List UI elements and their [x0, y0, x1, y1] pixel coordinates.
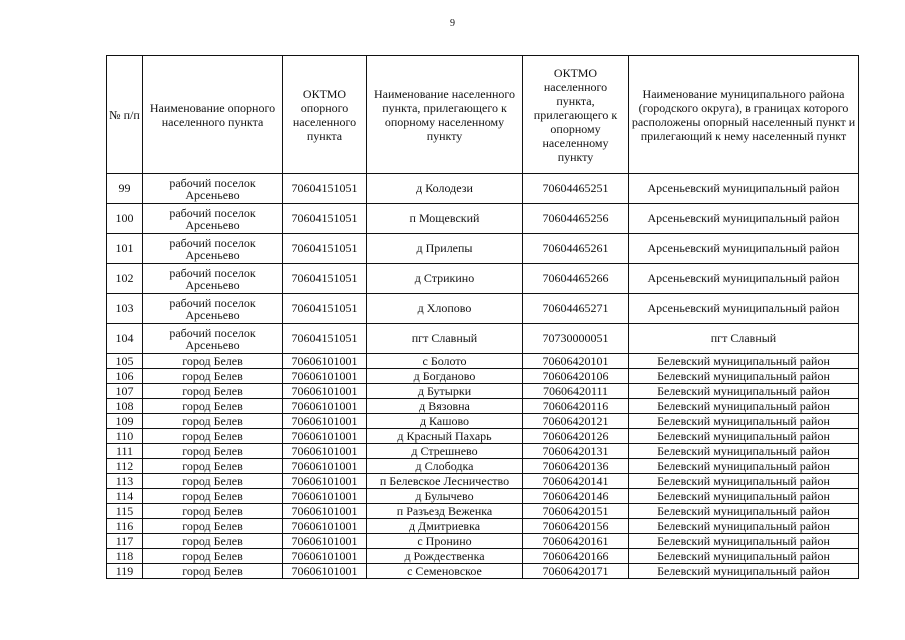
cell-municipal-district: Арсеньевский муниципальный район — [629, 234, 859, 264]
table-row — [107, 324, 859, 354]
cell-adjacent-oktmo: 70604465251 — [523, 174, 629, 204]
cell-municipal-district: Белевский муниципальный район — [629, 444, 859, 459]
cell-adjacent-settlement: с Семеновское — [367, 564, 523, 579]
cell-adjacent-oktmo: 70606420156 — [523, 519, 629, 534]
cell-adjacent-settlement: д Хлопово — [367, 294, 523, 324]
cell-municipal-district: Белевский муниципальный район — [629, 414, 859, 429]
cell-core-settlement: город Белев — [143, 444, 283, 459]
cell-core-oktmo: 70606101001 — [283, 564, 367, 579]
cell-municipal-district: пгт Славный — [629, 324, 859, 354]
cell-core-oktmo: 70606101001 — [283, 414, 367, 429]
table-row — [107, 444, 859, 459]
cell-adjacent-settlement: д Рождественка — [367, 549, 523, 564]
cell-core-settlement: город Белев — [143, 564, 283, 579]
cell-core-settlement: город Белев — [143, 429, 283, 444]
cell-adjacent-settlement: д Стрикино — [367, 264, 523, 294]
table-body — [107, 174, 859, 579]
cell-adjacent-settlement: с Пронино — [367, 534, 523, 549]
cell-core-settlement: город Белев — [143, 474, 283, 489]
table-row — [107, 264, 859, 294]
cell-municipal-district: Белевский муниципальный район — [629, 474, 859, 489]
cell-number: 100 — [107, 204, 143, 234]
cell-core-oktmo: 70606101001 — [283, 369, 367, 384]
cell-number: 108 — [107, 399, 143, 414]
cell-adjacent-settlement: п Разъезд Веженка — [367, 504, 523, 519]
page-number: 9 — [450, 18, 455, 29]
cell-core-settlement: город Белев — [143, 504, 283, 519]
cell-municipal-district: Белевский муниципальный район — [629, 459, 859, 474]
cell-adjacent-oktmo: 70606420161 — [523, 534, 629, 549]
cell-core-oktmo: 70606101001 — [283, 549, 367, 564]
cell-adjacent-settlement: д Слободка — [367, 459, 523, 474]
cell-municipal-district: Белевский муниципальный район — [629, 354, 859, 369]
table-row — [107, 549, 859, 564]
cell-core-oktmo: 70606101001 — [283, 474, 367, 489]
settlements-table — [106, 55, 859, 579]
cell-municipal-district: Белевский муниципальный район — [629, 384, 859, 399]
cell-adjacent-settlement: пгт Славный — [367, 324, 523, 354]
cell-core-oktmo: 70604151051 — [283, 324, 367, 354]
cell-number: 115 — [107, 504, 143, 519]
cell-number: 109 — [107, 414, 143, 429]
cell-core-oktmo: 70604151051 — [283, 204, 367, 234]
cell-municipal-district: Белевский муниципальный район — [629, 504, 859, 519]
cell-adjacent-oktmo: 70604465271 — [523, 294, 629, 324]
table-row — [107, 459, 859, 474]
cell-adjacent-oktmo: 70606420116 — [523, 399, 629, 414]
cell-number: 107 — [107, 384, 143, 399]
cell-number: 118 — [107, 549, 143, 564]
cell-adjacent-oktmo: 70606420106 — [523, 369, 629, 384]
cell-core-settlement: рабочий поселок Арсеньево — [143, 234, 283, 264]
table-row — [107, 474, 859, 489]
cell-adjacent-oktmo: 70606420126 — [523, 429, 629, 444]
table-row — [107, 174, 859, 204]
cell-adjacent-oktmo: 70604465261 — [523, 234, 629, 264]
cell-core-settlement: рабочий поселок Арсеньево — [143, 264, 283, 294]
table-row — [107, 294, 859, 324]
cell-municipal-district: Белевский муниципальный район — [629, 534, 859, 549]
cell-adjacent-settlement: д Богданово — [367, 369, 523, 384]
cell-core-oktmo: 70604151051 — [283, 294, 367, 324]
cell-core-settlement: город Белев — [143, 459, 283, 474]
cell-core-oktmo: 70604151051 — [283, 174, 367, 204]
cell-adjacent-settlement: д Колодези — [367, 174, 523, 204]
cell-number: 102 — [107, 264, 143, 294]
cell-core-oktmo: 70606101001 — [283, 489, 367, 504]
cell-adjacent-settlement: д Булычево — [367, 489, 523, 504]
cell-municipal-district: Арсеньевский муниципальный район — [629, 204, 859, 234]
cell-adjacent-oktmo: 70606420141 — [523, 474, 629, 489]
cell-core-settlement: город Белев — [143, 354, 283, 369]
cell-number: 116 — [107, 519, 143, 534]
table-header-row — [107, 56, 859, 174]
table-row — [107, 564, 859, 579]
cell-adjacent-oktmo: 70606420101 — [523, 354, 629, 369]
cell-core-oktmo: 70606101001 — [283, 384, 367, 399]
cell-number: 110 — [107, 429, 143, 444]
cell-adjacent-settlement: д Дмитриевка — [367, 519, 523, 534]
table-row — [107, 534, 859, 549]
cell-municipal-district: Белевский муниципальный район — [629, 519, 859, 534]
cell-municipal-district: Белевский муниципальный район — [629, 399, 859, 414]
cell-adjacent-settlement: п Мощевский — [367, 204, 523, 234]
cell-core-oktmo: 70606101001 — [283, 429, 367, 444]
header-adjacent-settlement: Наименование населенного пункта, прилегающего к опорному населенному пункту — [367, 56, 523, 174]
cell-number: 105 — [107, 354, 143, 369]
cell-municipal-district: Белевский муниципальный район — [629, 489, 859, 504]
cell-number: 119 — [107, 564, 143, 579]
cell-adjacent-oktmo: 70606420146 — [523, 489, 629, 504]
cell-number: 103 — [107, 294, 143, 324]
cell-adjacent-oktmo: 70604465266 — [523, 264, 629, 294]
cell-core-settlement: город Белев — [143, 369, 283, 384]
cell-number: 101 — [107, 234, 143, 264]
cell-core-settlement: город Белев — [143, 549, 283, 564]
cell-municipal-district: Арсеньевский муниципальный район — [629, 264, 859, 294]
table-row — [107, 354, 859, 369]
table-row — [107, 384, 859, 399]
cell-adjacent-settlement: с Болото — [367, 354, 523, 369]
cell-municipal-district: Белевский муниципальный район — [629, 369, 859, 384]
cell-adjacent-oktmo: 70606420166 — [523, 549, 629, 564]
cell-core-settlement: город Белев — [143, 414, 283, 429]
cell-adjacent-oktmo: 70606420171 — [523, 564, 629, 579]
table-row — [107, 519, 859, 534]
cell-adjacent-oktmo: 70606420136 — [523, 459, 629, 474]
table-row — [107, 399, 859, 414]
cell-municipal-district: Арсеньевский муниципальный район — [629, 174, 859, 204]
cell-core-oktmo: 70606101001 — [283, 504, 367, 519]
cell-number: 106 — [107, 369, 143, 384]
cell-core-settlement: город Белев — [143, 399, 283, 414]
cell-adjacent-settlement: д Кашово — [367, 414, 523, 429]
cell-adjacent-settlement: д Вязовна — [367, 399, 523, 414]
header-number: № п/п — [107, 56, 143, 174]
cell-core-oktmo: 70606101001 — [283, 459, 367, 474]
cell-adjacent-oktmo: 70606420121 — [523, 414, 629, 429]
cell-number: 111 — [107, 444, 143, 459]
cell-core-oktmo: 70606101001 — [283, 354, 367, 369]
cell-adjacent-oktmo: 70604465256 — [523, 204, 629, 234]
table-row — [107, 489, 859, 504]
cell-number: 112 — [107, 459, 143, 474]
header-core-settlement: Наименование опорного населенного пункта — [143, 56, 283, 174]
cell-core-settlement: город Белев — [143, 384, 283, 399]
cell-core-settlement: рабочий поселок Арсеньево — [143, 174, 283, 204]
cell-number: 104 — [107, 324, 143, 354]
header-core-oktmo: ОКТМО опорного населенного пункта — [283, 56, 367, 174]
cell-adjacent-oktmo: 70730000051 — [523, 324, 629, 354]
cell-adjacent-settlement: д Бутырки — [367, 384, 523, 399]
header-adjacent-oktmo: ОКТМО населенного пункта, прилегающего к опорному населенному пункту — [523, 56, 629, 174]
table-row — [107, 204, 859, 234]
table-row — [107, 234, 859, 264]
cell-core-oktmo: 70606101001 — [283, 444, 367, 459]
cell-number: 117 — [107, 534, 143, 549]
cell-core-settlement: рабочий поселок Арсеньево — [143, 204, 283, 234]
cell-number: 114 — [107, 489, 143, 504]
cell-adjacent-oktmo: 70606420111 — [523, 384, 629, 399]
cell-adjacent-settlement: д Красный Пахарь — [367, 429, 523, 444]
cell-core-settlement: рабочий поселок Арсеньево — [143, 294, 283, 324]
cell-core-oktmo: 70604151051 — [283, 234, 367, 264]
cell-core-settlement: рабочий поселок Арсеньево — [143, 324, 283, 354]
cell-core-oktmo: 70604151051 — [283, 264, 367, 294]
cell-municipal-district: Белевский муниципальный район — [629, 549, 859, 564]
cell-core-oktmo: 70606101001 — [283, 399, 367, 414]
cell-core-settlement: город Белев — [143, 534, 283, 549]
table-row — [107, 414, 859, 429]
cell-adjacent-oktmo: 70606420131 — [523, 444, 629, 459]
cell-municipal-district: Арсеньевский муниципальный район — [629, 294, 859, 324]
cell-number: 113 — [107, 474, 143, 489]
table-row — [107, 369, 859, 384]
header-municipal-district: Наименование муниципального района (городского округа), в границах которого расположены опорный населенный пункт и прилегающий к нему населенный пункт — [629, 56, 859, 174]
cell-core-settlement: город Белев — [143, 489, 283, 504]
cell-adjacent-settlement: д Прилепы — [367, 234, 523, 264]
cell-core-settlement: город Белев — [143, 519, 283, 534]
cell-number: 99 — [107, 174, 143, 204]
cell-adjacent-settlement: п Белевское Лесничество — [367, 474, 523, 489]
table-row — [107, 504, 859, 519]
cell-adjacent-oktmo: 70606420151 — [523, 504, 629, 519]
cell-core-oktmo: 70606101001 — [283, 519, 367, 534]
cell-municipal-district: Белевский муниципальный район — [629, 429, 859, 444]
cell-core-oktmo: 70606101001 — [283, 534, 367, 549]
cell-adjacent-settlement: д Стрешнево — [367, 444, 523, 459]
table-row — [107, 429, 859, 444]
cell-municipal-district: Белевский муниципальный район — [629, 564, 859, 579]
